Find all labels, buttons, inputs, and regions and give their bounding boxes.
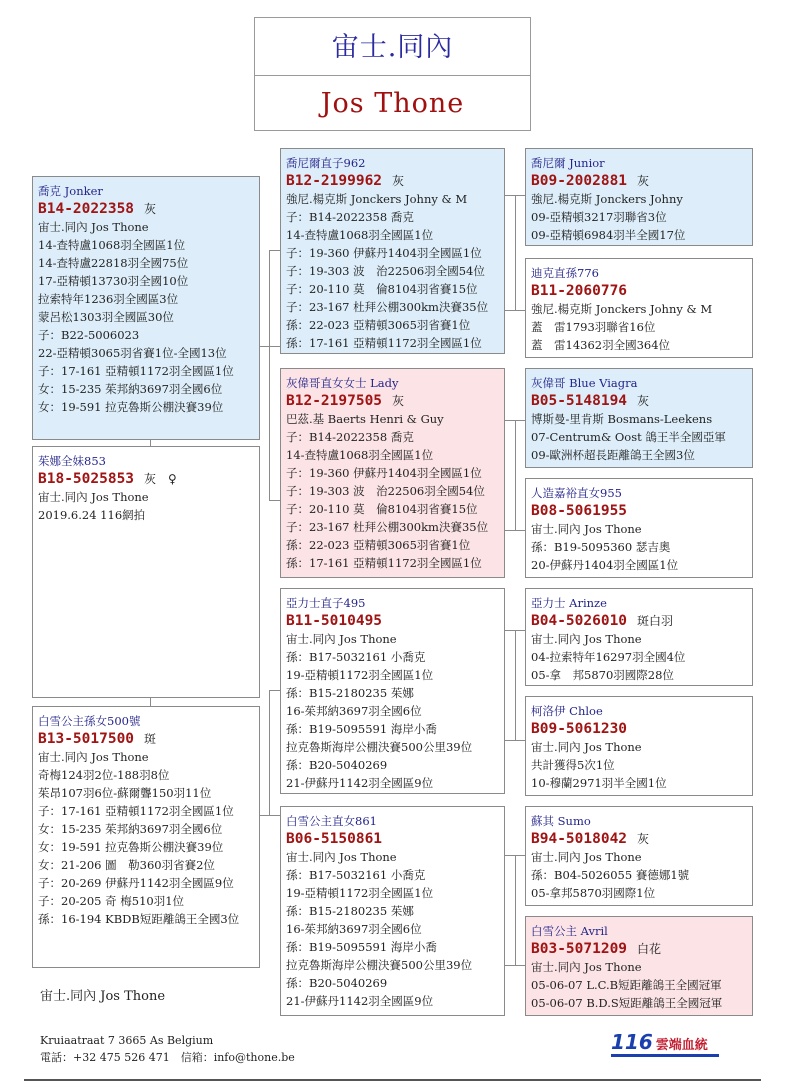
bottom-rule [24,1079,761,1081]
info-line: 女：21-206 圖 勒360羽省賽2位 [38,858,215,872]
ring-row [531,502,752,520]
info-line: 04-拉索特年16297羽全國4位 [531,650,686,664]
ring-row [286,172,504,190]
granddam2-card [525,478,753,578]
bird-name: 迪克直孫776 [531,266,599,280]
connector-sire1 [269,250,280,251]
grandsire4-card [525,806,753,906]
ring-row [531,830,752,848]
connector-dam1 [269,500,280,501]
subject-card [32,176,260,440]
info-line: 宙士.同內 Jos Thone [531,632,642,646]
logo-116 [611,1030,708,1058]
ring-row [286,612,504,630]
info-line: 宙士.同內 Jos Thone [531,522,642,536]
info-line: 孫：22-023 亞精頓3065羽省賽1位 [286,318,471,332]
dam2-card [280,806,505,1016]
ring-number: B03-5071209 [531,941,628,957]
ring-row [531,392,752,410]
connector-sire2 [269,690,280,691]
info-line: 21-伊蘇丹1142羽全國區9位 [286,994,434,1008]
info-line: 子：23-167 杜拜公棚300km決賽35位 [286,300,489,314]
info-line: 子：B22-5006023 [38,328,140,342]
color-sex: 灰 [144,202,157,216]
connector-subject-sire-h [260,346,280,347]
connector-dam2-v [515,855,516,965]
info-line: 19-亞精頓1172羽全國區1位 [286,886,434,900]
info-line: 子：19-360 伊蘇丹1404羽全國區1位 [286,246,482,260]
address-text: Kruiaatraat 7 3665 As Belgium [40,1034,214,1047]
color-sex: 灰 [637,832,650,846]
ring-number: B11-2060776 [531,283,628,299]
info-line: 共計獲得5次1位 [531,758,615,772]
color-sex: 灰 [392,174,405,188]
bird-name: 茱娜全妹853 [38,454,106,468]
ring-number: B94-5018042 [531,831,628,847]
info-line: 女：19-591 拉克魯斯公棚決賽39位 [38,840,224,854]
info-line: 22-亞精頓3065羽省賽1位-全國13位 [38,346,227,360]
contact-block [40,1032,295,1066]
bird-name: 亞力士直子495 [286,596,366,610]
info-line: 孫：B20-5040269 [286,976,388,990]
info-line: 07-Centrum& Oost 鴿王半全國亞軍 [531,430,726,444]
info-line: 孫：B19-5095360 瑟吉奧 [531,540,671,554]
bird-name: 亞力士 Arinze [531,596,607,610]
ring-number: B09-2002881 [531,173,628,189]
info-line: 子：19-360 伊蘇丹1404羽全國區1位 [286,466,482,480]
color-sex: 灰 [392,394,405,408]
connector-dam2 [269,815,280,816]
info-line: 蓋 雷1793羽聯省16位 [531,320,656,334]
info-line: 宙士.同內 Jos Thone [531,850,642,864]
sire1-card [280,148,505,354]
granddam4-card [525,916,753,1016]
footer-breeder-name: 宙士.同內 Jos Thone [40,989,166,1004]
bird-name: 蘇其 Sumo [531,814,591,828]
logo-underline [611,1054,719,1057]
ring-number: B11-5010495 [286,613,383,629]
ring-number: B12-2199962 [286,173,383,189]
info-line: 09-歐洲杯超長距離鴿王全國3位 [531,448,695,462]
bird-name: 灰偉哥 Blue Viagra [531,376,638,390]
ring-number: B05-5148194 [531,393,628,409]
sire2-card [280,588,505,794]
info-line: 14-查特盧1068羽全國區1位 [286,448,434,462]
info-line: 拉克魯斯海岸公棚決賽500公里39位 [286,958,473,972]
info-line: 14-查特盧22818羽全國75位 [38,256,189,270]
info-line: 奇梅124羽2位-188羽8位 [38,768,170,782]
info-line: 09-亞精頓3217羽聯省3位 [531,210,667,224]
ring-row [38,470,259,488]
bird-name: 喬克 Jonker [38,184,103,198]
ring-row [286,830,504,848]
connector-sire2-gd [505,740,525,741]
info-line: 孫：17-161 亞精頓1172羽全國區1位 [286,336,482,350]
info-line: 宙士.同內 Jos Thone [38,220,149,234]
color-sex: 斑 [144,732,157,746]
info-line: 孫：B20-5040269 [286,758,388,772]
info-line: 孫：B15-2180235 茱娜 [286,904,414,918]
info-line: 蓋 雷14362羽全國364位 [531,338,671,352]
info-line: 05-拿 邦5870羽國際28位 [531,668,674,682]
breeder-name-chinese: 宙士.同內 [331,32,454,63]
info-line: 17-亞精頓13730羽全國10位 [38,274,189,288]
info-line: 宙士.同內 Jos Thone [531,740,642,754]
breeder-name-english: Jos Thone [320,88,465,119]
logo-number: 116 [611,1030,653,1054]
info-line: 強尼.楊克斯 Jonckers Johny & M [531,302,713,316]
info-line: 拉克魯斯海岸公棚決賽500公里39位 [286,740,473,754]
connector-sire1-gd [505,310,525,311]
info-line: 蒙呂松1303羽全國區30位 [38,310,174,324]
ring-number: B14-2022358 [38,201,135,217]
info-line: 14-查特盧1068羽全國區1位 [286,228,434,242]
ring-row [38,200,259,218]
ring-number: B13-5017500 [38,731,135,747]
info-line: 子：20-205 奇 梅510羽1位 [38,894,185,908]
info-line: 子：17-161 亞精頓1172羽全國區1位 [38,364,234,378]
info-line: 孫：B17-5032161 小喬克 [286,650,426,664]
info-line: 05-06-07 B.D.S短距離鴿王全國冠軍 [531,996,723,1010]
granddam3-card [525,696,753,796]
color-sex: 灰 [637,174,650,188]
info-line: 孫：16-194 KBDB短距離鴿王全國3位 [38,912,240,926]
connector-sire2-v [515,630,516,740]
granddam1-card [525,258,753,358]
title-box [254,17,531,131]
info-line: 20-伊蘇丹1404羽全國區1位 [531,558,679,572]
info-line: 強尼.楊克斯 Jonckers Johny [531,192,683,206]
connector-subject-sire-v [269,250,270,500]
mate2-card [32,706,260,968]
ring-number: B04-5026010 [531,613,628,629]
info-line: 子：20-110 莫 倫8104羽省賽15位 [286,502,478,516]
color-sex: 灰 ♀ [144,472,177,486]
ring-number: B08-5061955 [531,503,628,519]
info-line: 茱昂107羽6位-蘇爾聾150羽11位 [38,786,212,800]
info-line: 05-拿邦5870羽國際1位 [531,886,656,900]
info-line: 子：B14-2022358 喬克 [286,430,414,444]
info-line: 孫：B17-5032161 小喬克 [286,868,426,882]
ring-row [531,612,752,630]
grandsire2-card [525,368,753,468]
mate1-card [32,446,260,698]
bird-name: 喬尼爾 Junior [531,156,605,170]
ring-row [531,282,752,300]
ring-row [531,940,752,958]
info-line: 14-查特盧1068羽全國區1位 [38,238,186,252]
ring-row [531,172,752,190]
info-line: 拉索特年1236羽全國區3位 [38,292,179,306]
info-line: 宙士.同內 Jos Thone [531,960,642,974]
color-sex: 斑白羽 [637,614,674,628]
info-line: 孫：B04-5026055 賽德娜1號 [531,868,690,882]
connector-dam1-gs [505,420,525,421]
color-sex: 灰 [637,394,650,408]
info-line: 16-茱邦納3697羽全國6位 [286,922,422,936]
ring-number: B12-2197505 [286,393,383,409]
phone-email-text: 電話：+32 475 526 471 信箱：info@thone.be [40,1051,295,1064]
ring-row [38,730,259,748]
ring-number: B18-5025853 [38,471,135,487]
info-line: 子：B14-2022358 喬克 [286,210,414,224]
connector-mate2-v2 [269,690,270,815]
info-line: 21-伊蘇丹1142羽全國區9位 [286,776,434,790]
info-line: 孫：B15-2180235 茱娜 [286,686,414,700]
bird-name: 白雪公主直女861 [286,814,377,828]
info-line: 宙士.同內 Jos Thone [38,750,149,764]
info-line: 巴茲.基 Baerts Henri & Guy [286,412,444,426]
bird-name: 白雪公主 Avril [531,924,608,938]
ring-number: B06-5150861 [286,831,383,847]
bird-name: 喬尼爾直子962 [286,156,366,170]
bird-name: 白雪公主孫女500號 [38,714,141,728]
color-sex: 白花 [637,942,662,956]
info-line: 子：20-269 伊蘇丹1142羽全國區9位 [38,876,234,890]
connector-mate2-v [150,698,151,706]
info-line: 子：17-161 亞精頓1172羽全國區1位 [38,804,234,818]
info-line: 19-亞精頓1172羽全國區1位 [286,668,434,682]
grandsire3-card [525,588,753,686]
info-line: 女：15-235 茱邦納3697羽全國6位 [38,822,223,836]
connector-dam1-gd [505,530,525,531]
info-line: 孫：B19-5095591 海岸小喬 [286,940,437,954]
info-line: 宙士.同內 Jos Thone [286,632,397,646]
info-line: 子：19-303 波 治22506羽全國54位 [286,264,485,278]
info-line: 05-06-07 L.C.B短距離鴿王全國冠軍 [531,978,722,992]
info-line: 博斯曼-里肯斯 Bosmans-Leekens [531,412,713,426]
bird-name: 灰偉哥直女女士 Lady [286,376,399,390]
connector-sire1-gs [505,195,525,196]
info-line: 女：15-235 茱邦納3697羽全國6位 [38,382,223,396]
bird-name: 柯洛伊 Chloe [531,704,603,718]
info-line: 強尼.楊克斯 Jonckers Johny & M [286,192,468,206]
ring-row [531,720,752,738]
info-line: 子：19-303 波 治22506羽全國54位 [286,484,485,498]
info-line: 2019.6.24 116網拍 [38,508,146,522]
logo-text: 雲端血統 [655,1038,708,1053]
connector-sire2-gs [505,630,525,631]
info-line: 孫：17-161 亞精頓1172羽全國區1位 [286,556,482,570]
connector-dam2-gd [505,965,525,966]
info-line: 子：23-167 杜拜公棚300km決賽35位 [286,520,489,534]
grandsire1-card [525,148,753,246]
info-line: 宙士.同內 Jos Thone [38,490,149,504]
dam1-card [280,368,505,578]
info-line: 09-亞精頓6984羽半全國17位 [531,228,686,242]
connector-dam1-v [515,420,516,530]
ring-number: B09-5061230 [531,721,628,737]
connector-sire1-v [515,195,516,310]
info-line: 孫：22-023 亞精頓3065羽省賽1位 [286,538,471,552]
bird-name: 人造嘉裕直女955 [531,486,622,500]
ring-row [286,392,504,410]
info-line: 16-茱邦納3697羽全國6位 [286,704,422,718]
info-line: 女：19-591 拉克魯斯公棚決賽39位 [38,400,224,414]
info-line: 孫：B19-5095591 海岸小喬 [286,722,437,736]
connector-dam2-gs [505,855,525,856]
info-line: 子：20-110 莫 倫8104羽省賽15位 [286,282,478,296]
info-line: 10-穆蘭2971羽半全國1位 [531,776,667,790]
info-line: 宙士.同內 Jos Thone [286,850,397,864]
